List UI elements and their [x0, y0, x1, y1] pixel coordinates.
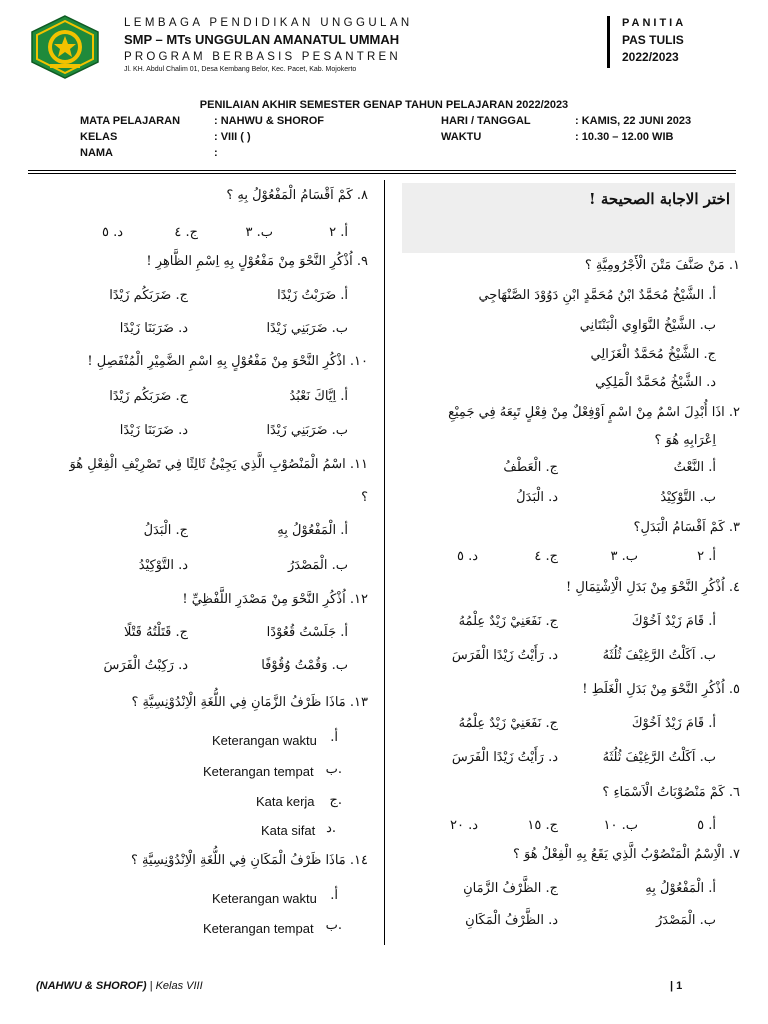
q6-option-b: ب. ١٠	[603, 818, 638, 833]
q9-option-c: ج. ضَرَبَكُم زَيْدًا	[109, 288, 188, 303]
q13-option-a: Keterangan waktu	[212, 733, 317, 748]
hari-label: HARI / TANGGAL	[441, 115, 531, 127]
panel-label: PANITIA	[622, 17, 687, 29]
q3-option-c: ج. ٤	[534, 549, 558, 564]
q13-option-c: Kata kerja	[256, 794, 315, 809]
q8-option-c: ج. ٤	[174, 225, 198, 240]
question-11-cont: ؟	[361, 490, 368, 505]
q13-option-b: Keterangan tempat	[203, 764, 314, 779]
q12-option-b: ب. وَقُمْتُ وُقُوْفًا	[261, 658, 348, 673]
q3-option-b: ب. ٣	[610, 549, 638, 564]
q1-option-a: أ. الشَّيْخُ مُحَمَّدٌ ابْنُ مُحَمَّدٍ ابْنِ دَوُوْدَ الصَّنْهَاجِي	[478, 288, 716, 303]
q10-option-d: د. ضَرَبَنَا زَيْدًا	[119, 423, 188, 438]
school-logo	[28, 14, 102, 80]
q5-option-d: د. رَأَيْتُ زَيْدًا الْفَرَسَ	[451, 750, 558, 765]
q2-option-d: د. الْبَدَلُ	[516, 490, 558, 505]
panel-year: 2022/2023	[622, 50, 679, 64]
q2-option-b: ب. التَّوْكِيْدُ	[660, 490, 716, 505]
q8-option-b: ب. ٣	[245, 225, 273, 240]
q5-option-c: ج. نَفَعَنِيْ زَيْدٌ عِلْمُهُ	[458, 716, 558, 731]
question-8: ٨. كَمْ اَقْسَامُ الْمَفْعُوْلُ بِهِ ؟	[226, 188, 368, 203]
q11-option-c: ج. الْبَدَلُ	[143, 523, 188, 538]
q13-option-b-letter: .ب	[325, 762, 342, 777]
q13-option-d: Kata sifat	[261, 823, 316, 838]
panel-title: PAS TULIS	[622, 33, 684, 47]
q1-option-d: د. الشَّيْخُ مُحَمَّدٌ الْمَلِكِي	[595, 375, 716, 390]
instruction-text: اختر الاجابة الصحيحة !	[589, 190, 730, 208]
q5-option-a: أ. قَامَ زَيْدٌ اَخُوْكَ	[631, 716, 716, 731]
q2-option-c: ج. الْعَطْفُ	[503, 460, 558, 475]
q14-option-b-letter: .ب	[325, 918, 342, 933]
institution-address: Jl. KH. Abdul Chalim 01, Desa Kembang Belor, Kec. Pacet, Kab. Mojokerto	[124, 66, 357, 73]
question-13: ١٣. مَاذَا ظَرْفُ الزَّمَانِ فِي اللُّغَةِ الْاِنْدُوْنِسِيَّةِ ؟	[131, 695, 368, 710]
q4-option-d: د. رَأَيْتُ زَيْدًا الْفَرَسَ	[451, 648, 558, 663]
q11-option-a: أ. الْمَفْعُوْلُ بِهِ	[277, 523, 348, 538]
q14-option-a-letter: أ.	[330, 888, 338, 903]
header-divider	[607, 16, 610, 68]
q14-option-b: Keterangan tempat	[203, 921, 314, 936]
q10-option-a: أ. اِيَّاكَ نَعْبُدُ	[289, 389, 348, 404]
question-4: ٤. اُذْكُرِ النَّحْوَ مِنْ بَدَلِ الْاِشْتِمَالِ !	[565, 580, 740, 595]
mapel-value: : NAHWU & SHOROF	[214, 115, 324, 127]
waktu-label: WAKTU	[441, 131, 482, 143]
q5-option-b: ب. اَكَلْتُ الرَّغِيْفَ ثُلُثَهُ	[602, 750, 716, 765]
q7-option-c: ج. الظَّرْفُ الزَّمَانِ	[463, 881, 558, 896]
q9-option-b: ب. ضَرَبَنِي زَيْدًا	[266, 321, 348, 336]
q4-option-b: ب. اَكَلْتُ الرَّغِيْفَ ثُلُثَهُ	[602, 648, 716, 663]
exam-title: PENILAIAN AKHIR SEMESTER GENAP TAHUN PELAJARAN 2022/2023	[199, 99, 569, 111]
q2-option-a: أ. النَّعْتُ	[673, 460, 716, 475]
q6-option-d: د. ٢٠	[449, 818, 478, 833]
q12-option-d: د. رَكِبْتُ الْفَرَسَ	[103, 658, 188, 673]
question-3: ٣. كَمْ اَقْسَامُ الْبَدَلِ؟	[633, 520, 740, 535]
question-1: ١. مَنْ صَنَّفَ مَتْنَ الْأَجْرُومِيَّةِ ؟	[584, 258, 740, 273]
question-6: ٦. كَمْ مَنْصُوْبَاتُ الْاَسْمَاءِ ؟	[602, 785, 740, 800]
q9-option-d: د. ضَرَبَنَا زَيْدًا	[119, 321, 188, 336]
q11-option-d: د. التَّوْكِيْدُ	[138, 558, 188, 573]
kelas-label: KELAS	[80, 131, 118, 143]
page-number: | 1	[670, 980, 683, 992]
question-14: ١٤. مَاذَا ظَرْفُ الْمَكَانِ فِي اللُّغَةِ الْاِنْدُوْنِسِيَّةِ ؟	[130, 853, 368, 868]
question-5: ٥. اُذْكُرِ النَّحْوَ مِنْ بَدَلِ الْغَلَطِ !	[582, 682, 740, 697]
q4-option-a: أ. قَامَ زَيْدٌ اَخُوْكَ	[631, 614, 716, 629]
q12-option-a: أ. جَلَسْتُ قُعُوْدًا	[266, 625, 348, 640]
institution-program: PROGRAM BERBASIS PESANTREN	[124, 51, 401, 63]
waktu-value: : 10.30 – 12.00 WIB	[575, 131, 674, 143]
q7-option-b: ب. الْمَصْدَرُ	[656, 913, 716, 928]
q10-option-c: ج. ضَرَبَكُم زَيْدًا	[109, 389, 188, 404]
question-11: ١١. اسْمُ الْمَنْصُوْبِ الَّذِي يَجِيْئُ ثَالِثًا فِي تَصْرِيْفِ الْفِعْلِ هُوَ	[69, 457, 368, 472]
q13-option-a-letter: أ.	[330, 730, 338, 745]
hari-value: : KAMIS, 22 JUNI 2023	[575, 115, 692, 127]
header-rule	[28, 170, 736, 171]
q1-option-c: ج. الشَّيْخُ مُحَمَّدٌ الْغَزَالِي	[590, 347, 716, 362]
q1-option-b: ب. الشَّيْخُ النَّوَاوِي الْبَنْتَانِي	[579, 318, 716, 333]
kelas-value: : VIII ( )	[214, 131, 251, 143]
question-9: ٩. اُذْكُرِ النَّحْوَ مِنْ مَفْعُوْلٍ بِهِ اِسْمِ الظَّاهِرِ !	[146, 254, 368, 269]
header-rule	[28, 173, 736, 174]
q9-option-a: أ. ضَرَبْتُ زَيْدًا	[277, 288, 348, 303]
q8-option-a: أ. ٢	[329, 225, 348, 240]
column-divider	[384, 180, 385, 945]
q14-option-a: Keterangan waktu	[212, 891, 317, 906]
institution-name: SMP – MTs UNGGULAN AMANATUL UMMAH	[124, 32, 400, 47]
q3-option-d: د. ٥	[456, 549, 478, 564]
question-12: ١٢. اُذْكُرِ النَّحْوَ مِنْ مَصْدَرِ اللَّفْظِيِّ !	[182, 592, 368, 607]
question-7: ٧. الْاِسْمُ الْمَنْصُوْبُ الَّذِي يَقَعُ بِهِ الْفِعْلُ هُوَ ؟	[513, 847, 740, 862]
nama-label: NAMA	[80, 147, 113, 159]
question-2: ٢. اذَا أُبْدِلَ اسْمٌ مِنْ اسْمٍ اَوْفِعْلٌ مِنْ فِعْلٍ تَبِعَهُ فِي جَمِيْعِ	[448, 405, 740, 420]
q13-option-d-letter: .د	[326, 821, 336, 836]
q6-option-c: ج. ١٥	[527, 818, 558, 833]
footer-subject-name: (NAHWU & SHOROF)	[36, 980, 147, 992]
nama-value: :	[214, 147, 218, 159]
footer-class: | Kelas VIII	[146, 980, 203, 992]
q13-option-c-letter: .ج	[329, 793, 342, 808]
institution-line-1: LEMBAGA PENDIDIKAN UNGGULAN	[124, 17, 413, 29]
q7-option-d: د. الظَّرْفُ الْمَكَانِ	[465, 913, 558, 928]
footer-subject	[36, 980, 203, 992]
q12-option-c: ج. قَتَلْتُهُ قَتْلًا	[123, 625, 188, 640]
question-10: ١٠. اذْكُرِ النَّحْوَ مِنْ مَفْعُوْلٍ بِهِ اسْمِ الضَّمِيْرِ الْمُنْفَصِلِ !	[87, 354, 368, 369]
q7-option-a: أ. الْمَفْعُوْلُ بِهِ	[645, 881, 716, 896]
q11-option-b: ب. الْمَصْدَرُ	[288, 558, 348, 573]
q10-option-b: ب. ضَرَبَنِي زَيْدًا	[266, 423, 348, 438]
q8-option-d: د. ٥	[101, 225, 123, 240]
q4-option-c: ج. نَفَعَنِيْ زَيْدٌ عِلْمُهُ	[458, 614, 558, 629]
q6-option-a: أ. ٥	[697, 818, 716, 833]
question-2-cont: اِعْرَابِهِ هُوَ ؟	[654, 433, 716, 448]
q3-option-a: أ. ٢	[697, 549, 716, 564]
mapel-label: MATA PELAJARAN	[80, 115, 181, 127]
